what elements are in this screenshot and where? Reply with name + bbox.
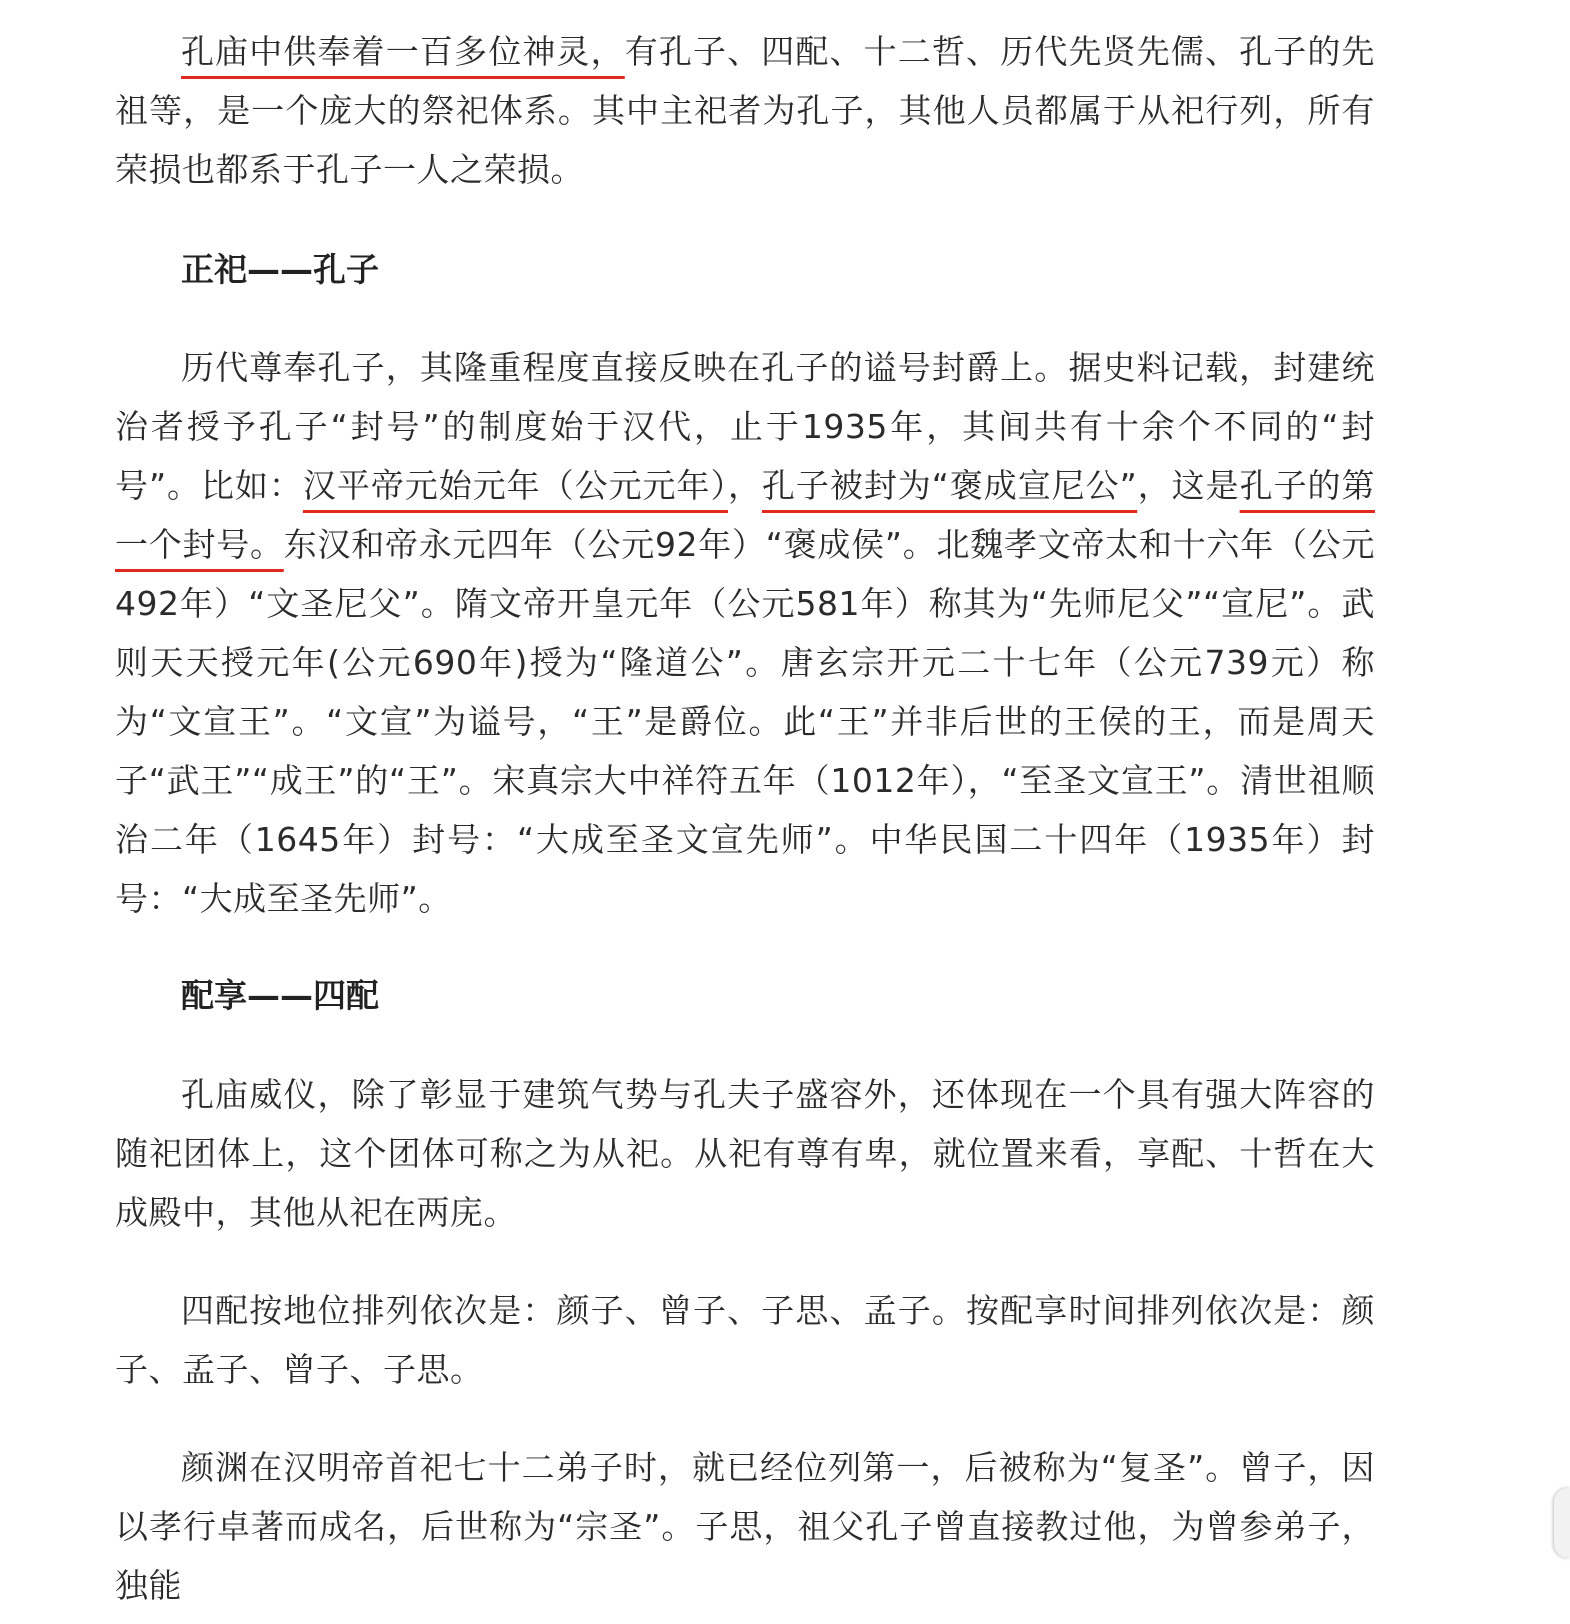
scroll-handle[interactable] — [1554, 1488, 1570, 1558]
four-correlates-paragraph: 四配按地位排列依次是：颜子、曾子、子思、孟子。按配享时间排列依次是：颜子、孟子、曾子、子思。 — [115, 1291, 1375, 1389]
underlined-phrase: 孔庙中供奉着一百多位神灵， — [181, 32, 625, 71]
paragraph-text: ， — [727, 466, 762, 505]
underlined-phrase: 汉平帝元始元年（公元元年） — [302, 466, 728, 505]
yanyuan-paragraph: 颜渊在汉明帝首祀七十二弟子时，就已经位列第一，后被称为“复圣”。曾子，因以孝行卓著而成名，后世称为“宗圣”。子思，祖父孔子曾直接教过他，为曾参弟子，独能 — [115, 1448, 1375, 1605]
paragraph-text: 有孔子、四配、十二哲、历代先贤先儒、孔子的先祖等，是一个庞大的祭祀体系。其中主祀者为孔子，其他人员都属于从祀行列，所有荣损也都系于孔子一人之荣损。 — [115, 32, 1376, 189]
underlined-phrase: 孔子被封为“褒成宣尼公” — [761, 466, 1138, 505]
titles-paragraph — [115, 338, 1375, 928]
section-heading-peixiang: 配享——四配 — [181, 976, 379, 1015]
paragraph-text: ，这是 — [1137, 466, 1240, 505]
intro-paragraph — [115, 22, 1375, 199]
section-heading-zhengsi: 正祀——孔子 — [181, 250, 379, 289]
followers-paragraph: 孔庙威仪，除了彰显于建筑气势与孔夫子盛容外，还体现在一个具有强大阵容的随祀团体上，这个团体可称之为从祀。从祀有尊有卑，就位置来看，享配、十哲在大成殿中，其他从祀在两庑。 — [115, 1075, 1375, 1232]
paragraph-text: 历代尊奉孔子，其隆重程度直接反映在孔子的谥号封爵上。据史料记载，封建统治者授予孔子“封号”的制度始于汉代，止于1935年，其间共有十余个不同的“封号”。比如： — [115, 348, 1375, 505]
underlined-phrase: 孔子的第一个封号。 — [115, 466, 1376, 564]
paragraph-text: 东汉和帝永元四年（公元92年）“褒成侯”。北魏孝文帝太和十六年（公元492年）“文圣尼父”。隋文帝开皇元年（公元581年）称其为“先师尼父”“宣尼”。武则天天授元年(公元690年)授为“隆道公”。唐玄宗开元二十七年（公元739元）称为“文宣王”。“文宣”为谥号，“王”是爵位。此“王”并非后世的王侯的王，而是周天子“武王”“成王”的“王”。宋真宗大中祥符五年（1012年），“至圣文宣王”。清世祖顺治二年（1645年）封号：“大成至圣文宣先师”。中华民国二十四年（1935年）封号：“大成至圣先师”。 — [115, 525, 1376, 918]
